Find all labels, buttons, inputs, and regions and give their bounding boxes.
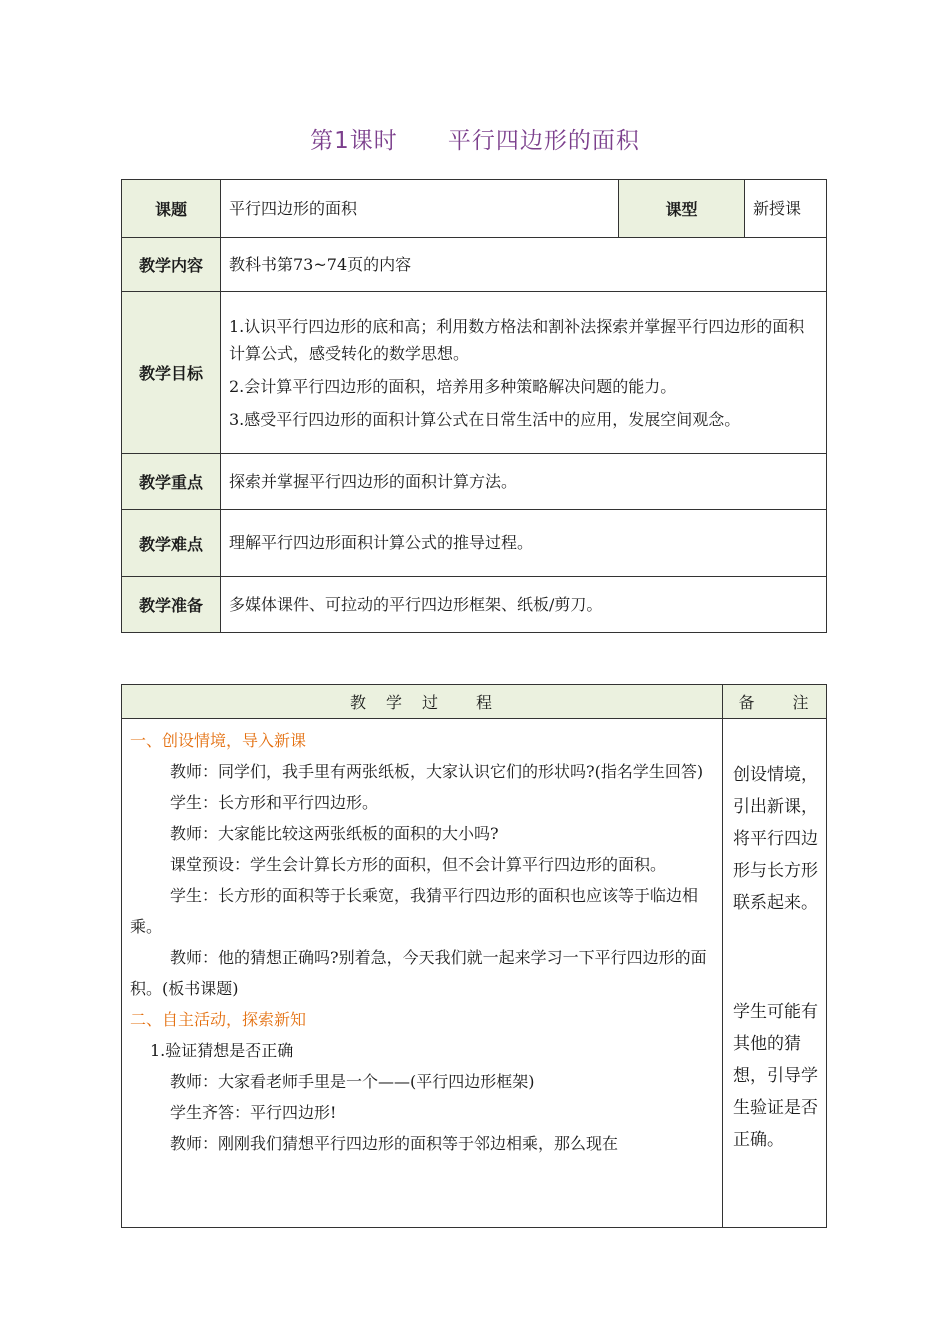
subsection-heading: 1.验证猜想是否正确 [150, 1041, 294, 1060]
goal-item: 1.认识平行四边形的底和高；利用数方格法和割补法探索并掌握平行四边形的面积计算公式，感受转化的数学思想。 [229, 316, 805, 363]
process-body-row [122, 719, 827, 1228]
content-value: 教科书第73~74页的内容 [221, 238, 827, 292]
row-difficulty [122, 510, 827, 577]
goals-label: 教学目标 [122, 292, 221, 454]
row-content [122, 238, 827, 292]
dialogue-line: 教师：刚刚我们猜想平行四边形的面积等于邻边相乘，那么现在 [170, 1134, 619, 1153]
lesson-info-table [121, 179, 827, 633]
type-value: 新授课 [745, 180, 827, 238]
page-title [0, 122, 950, 155]
content-label: 教学内容 [122, 238, 221, 292]
row-preparation [122, 577, 827, 633]
type-label: 课型 [619, 180, 745, 238]
dialogue-line: 课堂预设：学生会计算长方形的面积，但不会计算平行四边形的面积。 [170, 855, 667, 874]
topic-label: 课题 [122, 180, 221, 238]
lesson-number: 第1课时 [310, 128, 398, 154]
notes-content [723, 719, 827, 1228]
goal-item: 2.会计算平行四边形的面积，培养用多种策略解决问题的能力。 [229, 376, 677, 396]
dialogue-line: 学生齐答：平行四边形! [170, 1103, 337, 1122]
section-heading: 一、创设情境，导入新课 [130, 731, 307, 750]
dialogue-line: 教师：他的猜想正确吗?别着急，今天我们就一起来学习一下平行四边形的面积。(板书课题) [130, 948, 707, 998]
key-point-label: 教学重点 [122, 454, 221, 510]
row-key-point [122, 454, 827, 510]
dialogue-line: 学生：长方形的面积等于长乘宽，我猜平行四边形的面积也应该等于临边相乘。 [130, 886, 699, 936]
goal-item: 3.感受平行四边形的面积计算公式在日常生活中的应用，发展空间观念。 [229, 409, 741, 429]
process-content [122, 719, 723, 1228]
notes-header: 备 注 [723, 685, 827, 719]
dialogue-line: 教师：大家看老师手里是一个——(平行四边形框架) [170, 1072, 535, 1091]
process-header-row [122, 685, 827, 719]
difficulty-value: 理解平行四边形面积计算公式的推导过程。 [221, 510, 827, 577]
process-header: 教 学 过 程 [122, 685, 723, 719]
goals-cell [221, 292, 827, 454]
dialogue-line: 教师：同学们，我手里有两张纸板，大家认识它们的形状吗?(指名学生回答) [170, 762, 704, 781]
dialogue-line: 教师：大家能比较这两张纸板的面积的大小吗? [170, 824, 499, 843]
topic-value: 平行四边形的面积 [221, 180, 619, 238]
note-item: 学生可能有其他的猜想，引导学生验证是否正确。 [733, 1002, 818, 1150]
teaching-process-table [121, 684, 827, 1228]
difficulty-label: 教学难点 [122, 510, 221, 577]
preparation-label: 教学准备 [122, 577, 221, 633]
lesson-topic: 平行四边形的面积 [447, 128, 640, 154]
dialogue-line: 学生：长方形和平行四边形。 [170, 793, 379, 812]
preparation-value: 多媒体课件、可拉动的平行四边形框架、纸板/剪刀。 [221, 577, 827, 633]
note-item: 创设情境，引出新课，将平行四边形与长方形联系起来。 [733, 765, 818, 913]
section-heading: 二、自主活动，探索新知 [130, 1010, 307, 1029]
key-point-value: 探索并掌握平行四边形的面积计算方法。 [221, 454, 827, 510]
row-goals [122, 292, 827, 454]
row-topic [122, 180, 827, 238]
